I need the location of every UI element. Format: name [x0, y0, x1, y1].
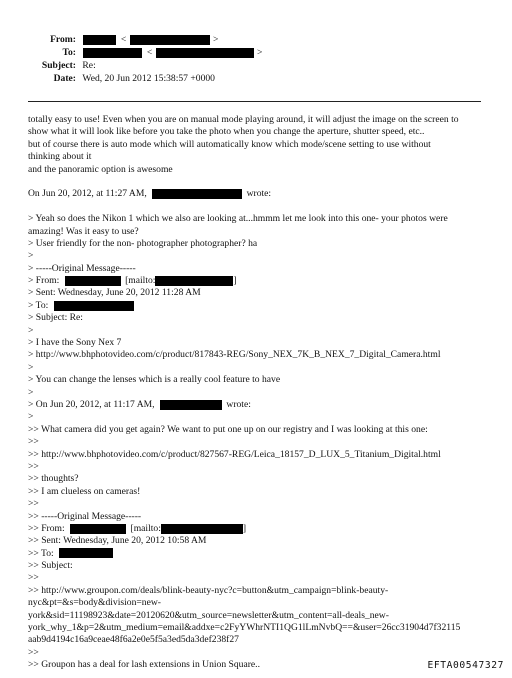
- reply-line: >: [28, 361, 34, 373]
- reply-line: amazing! Was it easy to use?: [28, 225, 139, 237]
- reply-line: >> -----Original Message-----: [28, 510, 142, 522]
- reply-line: >>: [28, 436, 39, 448]
- from-label: From:: [50, 34, 76, 45]
- reply-line: york_why_1&p=2&utm_medium=email&addxe=c2FyYWhrNTI1QG1lLmNvbQ==&user=26cc31904d7f32115: [28, 622, 461, 634]
- reply-line: >> What camera did you get again? We want to put one up on our registry and I was looking at this one:: [28, 423, 428, 435]
- reply-line: >>: [28, 460, 39, 472]
- redacted-to-email: [156, 48, 254, 58]
- orig-subject-line: > Subject: Re:: [28, 312, 83, 324]
- redacted-mailto: [155, 276, 233, 286]
- reply-line: >> Groupon has a deal for lash extensions in Union Square..: [28, 659, 260, 671]
- reply-line: >> http://www.bhphotovideo.com/c/product/827567-REG/Leica_18157_D_LUX_5_Titanium_Digital.html: [28, 448, 441, 460]
- body-line: thinking about it: [28, 151, 92, 163]
- reply-line: aab9d4194c16a9ceae48f6a2e0e5f5a3ed5da3def238f27: [28, 634, 239, 646]
- reply-line: > User friendly for the non- photographer photographer? ha: [28, 237, 258, 249]
- header-from-row: From: < >: [28, 34, 218, 46]
- document-id: EFTA00547327: [427, 660, 504, 671]
- reply-line: >> I am clueless on cameras!: [28, 485, 141, 497]
- reply-line: >: [28, 386, 34, 398]
- body-line: but of course there is auto mode which will automatically know which mode/scene setting to use without: [28, 138, 431, 150]
- reply-line: >> thoughts?: [28, 473, 79, 485]
- redacted-to: [59, 548, 113, 558]
- orig-subject-line: >> Subject:: [28, 560, 73, 572]
- body-line: and the panoramic option is awesome: [28, 163, 173, 175]
- reply-line: >: [28, 411, 34, 423]
- orig-from-line: >> From: [mailto: ]: [28, 522, 247, 534]
- reply-line: >: [28, 250, 34, 262]
- to-label: To:: [62, 47, 76, 58]
- reply-line: >: [28, 324, 34, 336]
- redacted-sender: [160, 400, 222, 410]
- orig-to-line: >> To:: [28, 548, 484, 560]
- quote-attribution: > On Jun 20, 2012, at 11:17 AM, wrote:: [28, 398, 251, 410]
- redacted-to-name: [83, 48, 142, 58]
- subject-label: Subject:: [41, 60, 76, 71]
- reply-line: > You can change the lenses which is a really cool feature to have: [28, 374, 281, 386]
- redacted-from: [65, 276, 121, 286]
- reply-line: > http://www.bhphotovideo.com/c/product/817843-REG/Sony_NEX_7K_B_NEX_7_Digital_Camera.html: [28, 349, 441, 361]
- header-subject-row: [28, 60, 96, 72]
- reply-line: >>: [28, 646, 39, 658]
- header-date-row: [28, 73, 215, 85]
- body-line: totally easy to use! Even when you are on manual mode playing around, it will adjust the image on the screen to: [28, 114, 459, 125]
- reply-line: > -----Original Message-----: [28, 262, 136, 274]
- header-to-row: To: < >: [28, 47, 262, 59]
- redacted-to: [54, 301, 134, 311]
- orig-to-line: > To:: [28, 300, 484, 312]
- reply-line: >>: [28, 498, 39, 510]
- date-value: Wed, 20 Jun 2012 15:38:57 +0000: [82, 73, 215, 84]
- quote-attribution: On Jun 20, 2012, at 11:27 AM, wrote:: [28, 188, 272, 200]
- body-line: show what it will look like before you take the photo when you change the aperture, shutter speed, etc..: [28, 126, 425, 138]
- reply-line: york&sid=11198923&date=20120620&utm_source=newsletter&utm_content=all-deals_new-: [28, 609, 389, 621]
- reply-line: > Yeah so does the Nikon 1 which we also are looking at...hmmm let me look into this one- your photos were: [28, 213, 448, 225]
- subject-value: Re:: [82, 60, 96, 71]
- redacted-from-email: [130, 35, 210, 45]
- header-divider: [28, 101, 481, 102]
- orig-sent-line: > Sent: Wednesday, June 20, 2012 11:28 AM: [28, 287, 201, 299]
- redacted-mailto: [161, 524, 243, 534]
- reply-line: >>: [28, 572, 39, 584]
- reply-line: nyc&pt=&s=body&division=new-: [28, 597, 161, 609]
- reply-line: > I have the Sony Nex 7: [28, 337, 122, 349]
- orig-sent-line: >> Sent: Wednesday, June 20, 2012 10:58 AM: [28, 535, 207, 547]
- redacted-from: [70, 524, 126, 534]
- redacted-from-name: [83, 35, 116, 45]
- date-label: Date:: [53, 73, 76, 84]
- orig-from-line: > From: [mailto: ]: [28, 275, 237, 287]
- email-body: [28, 114, 484, 672]
- reply-line: >> http://www.groupon.com/deals/blink-beauty-nyc?c=button&utm_campaign=blink-beauty-: [28, 584, 389, 596]
- redacted-sender: [152, 189, 242, 199]
